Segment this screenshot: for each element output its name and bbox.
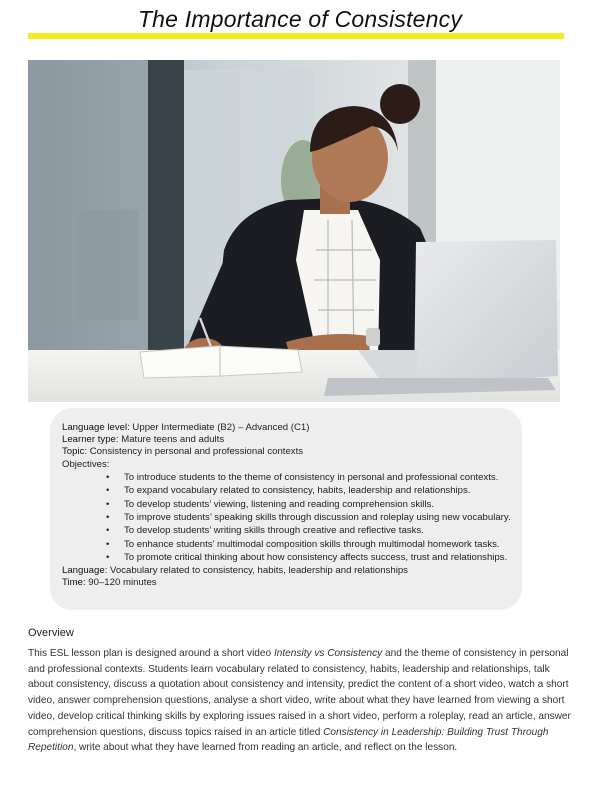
article-title: Consistency in Leadership: Building Trust Through Repetition: [28, 726, 549, 754]
bullet-icon: •: [106, 471, 110, 483]
objectives-label: Objectives:: [62, 458, 110, 470]
header-photo: [28, 60, 560, 402]
video-title: Intensity vs Consistency: [273, 648, 383, 659]
objective-item: • To promote critical thinking about how consistency affects success, trust and relationships.: [106, 552, 508, 564]
language-level-label: Language level: [62, 422, 128, 433]
bullet-icon: •: [106, 485, 110, 497]
language-value: : Vocabulary related to consistency, habits, leadership and relationships: [104, 564, 408, 576]
bullet-icon: •: [106, 512, 110, 524]
learner-type-row: [62, 434, 510, 446]
bullet-icon: •: [106, 538, 110, 550]
objective-item: • To improve students’ speaking skills through discussion and roleplay using new vocabulary.: [106, 512, 511, 524]
bullet-icon: •: [106, 498, 110, 510]
learner-type-value: : Mature teens and adults: [115, 434, 225, 446]
objective-item: • To develop students’ viewing, listening and reading comprehension skills.: [106, 498, 435, 510]
title-underline: [28, 33, 564, 39]
objective-item: • To develop students’ writing skills through creative and reflective tasks.: [106, 525, 424, 537]
language-level-row: [62, 422, 510, 434]
objectives-list: [62, 471, 510, 565]
topic-value: : Consistency in personal and professional contexts: [84, 446, 304, 458]
language-row: [62, 565, 510, 577]
lesson-info-card: [50, 408, 522, 610]
objective-item: • To introduce students to the theme of consistency in personal and professional contexts.: [106, 471, 499, 483]
bullet-icon: •: [106, 525, 110, 537]
language-level-value: : Upper Intermediate (B2) – Advanced (C1): [127, 422, 310, 433]
time-label: Time: [62, 576, 83, 588]
time-row: [62, 577, 510, 589]
topic-row: [62, 446, 510, 458]
topic-label: Topic: [62, 446, 85, 458]
bullet-icon: •: [106, 552, 110, 564]
time-value: : 90–120 minutes: [82, 576, 157, 588]
learner-type-label: Learner type: [62, 434, 116, 446]
language-label: Language: [62, 564, 105, 576]
overview-paragraph: This ESL lesson plan is designed around a short video Intensity vs Consistency and the theme of consistency in personal and professional contexts. Students learn vocabulary related to consistency, habits, leadership and relationships, talk about consistency, discuss a quotation about consistency and intensity, predict the content of a short video, watch a short video, answer comprehension questions, analyse a short video, write about what they have learned from viewing a short video, develop critical thinking skills by exploring issues raised in a short video, perform a roleplay, read an article, answer comprehension questions, discuss topics raised in an article titled Consistency in Leadership: Building Trust Through Repetition, write about what they have learned from reading an article, and reflect on the lesson.: [28, 648, 571, 754]
objective-item: • To enhance students’ multimodal composition skills through multimodal homework tasks.: [106, 538, 500, 550]
page-title: The Importance of Consistency: [137, 6, 463, 32]
objective-item: • To expand vocabulary related to consistency, habits, leadership and relationships.: [106, 485, 471, 497]
overview-heading: Overview: [28, 627, 74, 639]
